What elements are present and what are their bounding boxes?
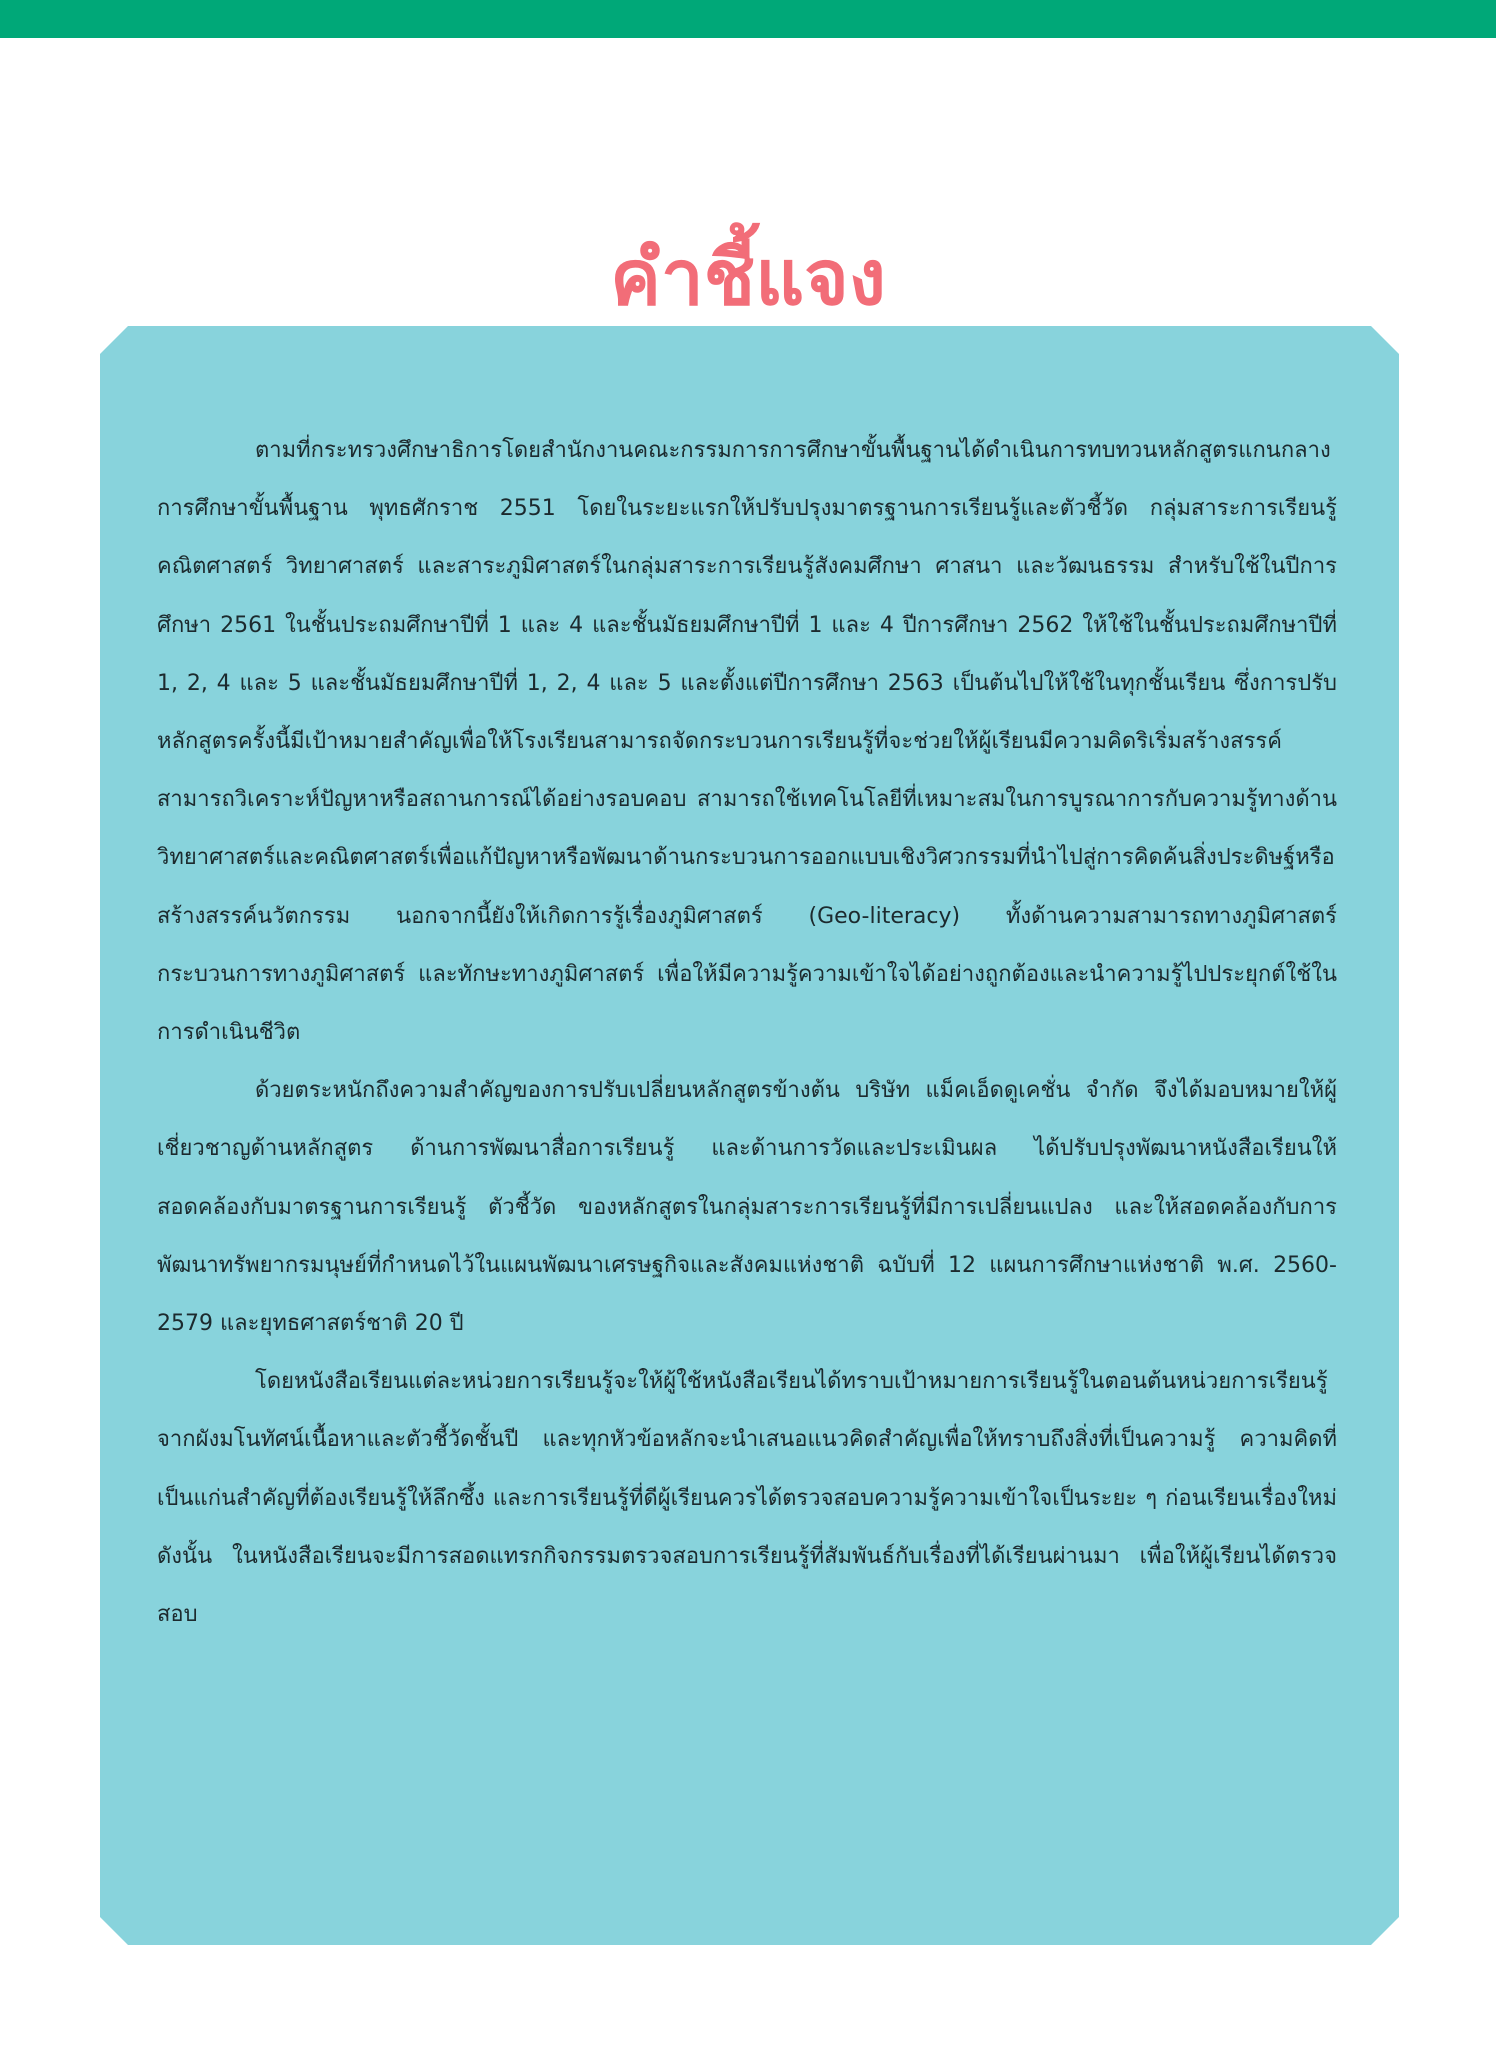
paragraph-3: โดยหนังสือเรียนแต่ละหน่วยการเรียนรู้จะให้ผู้ใช้หนังสือเรียนได้ทราบเป้าหมายการเรียนรู้ในตอนต้นหน่วยการเรียนรู้ จากผังมโนทัศน์เนื้อหาและตัวชี้วัดชั้นปี และทุกหัวข้อหลักจะนำเสนอแนวคิดสำคัญเพื่อให้ทราบถึงสิ่งที่เป็นความรู้ ความคิดที่เป็นแก่นสำคัญที่ต้องเรียนรู้ให้ลึกซึ้ง และการเรียนรู้ที่ดีผู้เรียนควรได้ตรวจสอบความรู้ความเข้าใจเป็นระยะ ๆ ก่อนเรียนเรื่องใหม่ ดังนั้น ในหนังสือเรียนจะมีการสอดแทรกกิจกรรมตรวจสอบการเรียนรู้ที่สัมพันธ์กับเรื่องที่ได้เรียนผ่านมา เพื่อให้ผู้เรียนได้ตรวจสอบ bbox=[157, 1369, 1337, 1628]
paragraph-2: ด้วยตระหนักถึงความสำคัญของการปรับเปลี่ยนหลักสูตรข้างต้น บริษัท แม็คเอ็ดดูเคชั่น จำกัด จึงได้มอบหมายให้ผู้เชี่ยวชาญด้านหลักสูตร ด้านการพัฒนาสื่อการเรียนรู้ และด้านการวัดและประเมินผล ได้ปรับปรุงพัฒนาหนังสือเรียนให้สอดคล้องกับมาตรฐานการเรียนรู้ ตัวชี้วัด ของหลักสูตรในกลุ่มสาระการเรียนรู้ที่มีการเปลี่ยนแปลง และให้สอดคล้องกับการพัฒนาทรัพยากรมนุษย์ที่กำหนดไว้ในแผนพัฒนาเศรษฐกิจและสังคมแห่งชาติ ฉบับที่ 12 แผนการศึกษาแห่งชาติ พ.ศ. 2560-2579 และยุทธศาสตร์ชาติ 20 ปี bbox=[157, 1078, 1337, 1337]
page-title: คำชี้แจง bbox=[610, 233, 886, 322]
body-text bbox=[157, 422, 1337, 1644]
paragraph-1: ตามที่กระทรวงศึกษาธิการโดยสำนักงานคณะกรรมการการศึกษาขั้นพื้นฐานได้ดำเนินการทบทวนหลักสูตรแกนกลางการศึกษาขั้นพื้นฐาน พุทธศักราช 2551 โดยในระยะแรกให้ปรับปรุงมาตรฐานการเรียนรู้และตัวชี้วัด กลุ่มสาระการเรียนรู้คณิตศาสตร์ วิทยาศาสตร์ และสาระภูมิศาสตร์ในกลุ่มสาระการเรียนรู้สังคมศึกษา ศาสนา และวัฒนธรรม สำหรับใช้ในปีการศึกษา 2561 ในชั้นประถมศึกษาปีที่ 1 และ 4 และชั้นมัธยมศึกษาปีที่ 1 และ 4 ปีการศึกษา 2562 ให้ใช้ในชั้นประถมศึกษาปีที่ 1, 2, 4 และ 5 และชั้นมัธยมศึกษาปีที่ 1, 2, 4 และ 5 และตั้งแต่ปีการศึกษา 2563 เป็นต้นไปให้ใช้ในทุกชั้นเรียน ซึ่งการปรับหลักสูตรครั้งนี้มีเป้าหมายสำคัญเพื่อให้โรงเรียนสามารถจัดกระบวนการเรียนรู้ที่จะช่วยให้ผู้เรียนมีความคิดริเริ่มสร้างสรรค์ สามารถวิเคราะห์ปัญหาหรือสถานการณ์ได้อย่างรอบคอบ สามารถใช้เทคโนโลยีที่เหมาะสมในการบูรณาการกับความรู้ทางด้านวิทยาศาสตร์และคณิตศาสตร์เพื่อแก้ปัญหาหรือพัฒนาด้านกระบวนการออกแบบเชิงวิศวกรรมที่นำไปสู่การคิดค้นสิ่งประดิษฐ์หรือสร้างสรรค์นวัตกรรม นอกจากนี้ยังให้เกิดการรู้เรื่องภูมิศาสตร์ (Geo-literacy) ทั้งด้านความสามารถทางภูมิศาสตร์ กระบวนการทางภูมิศาสตร์ และทักษะทางภูมิศาสตร์ เพื่อให้มีความรู้ความเข้าใจได้อย่างถูกต้องและนำความรู้ไปประยุกต์ใช้ในการดำเนินชีวิต bbox=[157, 438, 1337, 1046]
top-color-bar bbox=[0, 0, 1496, 38]
